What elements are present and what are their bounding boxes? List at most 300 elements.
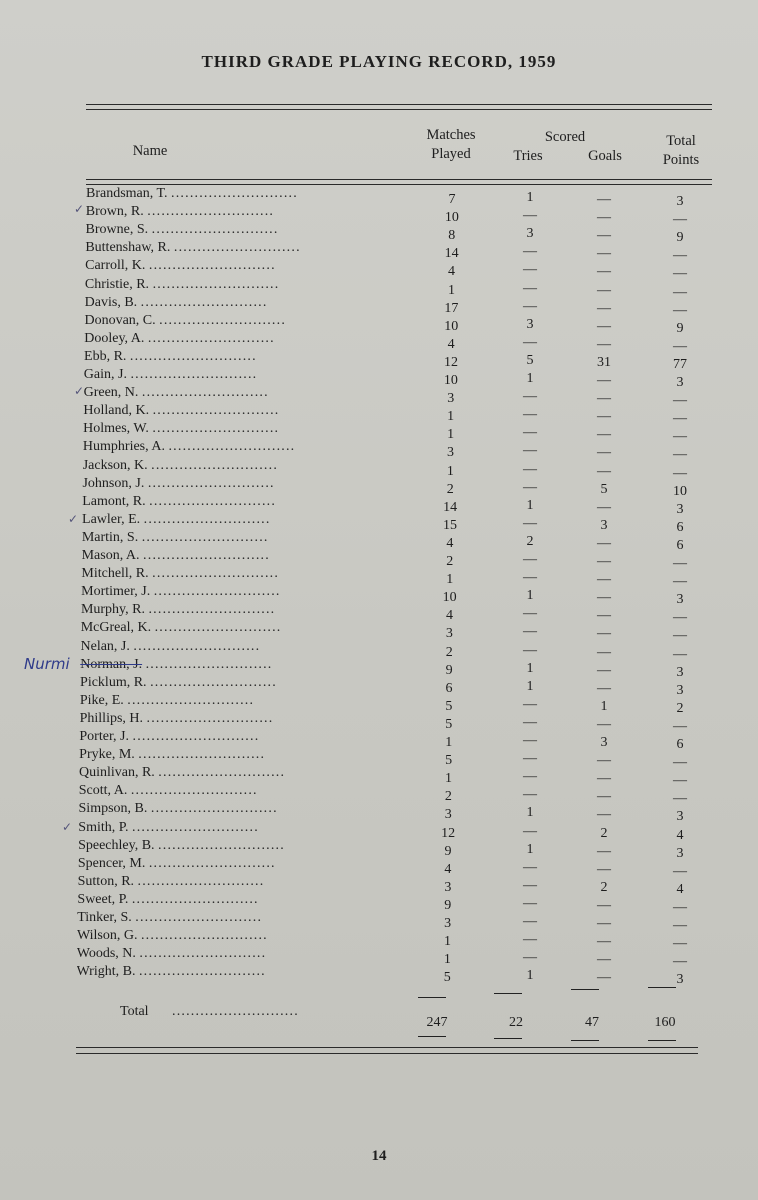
goals-cell: — [597, 445, 611, 461]
leader-dots: ........................... [141, 529, 269, 545]
tries-cell: 1 [526, 841, 534, 857]
table-row [0, 873, 758, 897]
leader-dots: ........................... [171, 186, 298, 201]
total-points-cell: — [673, 646, 687, 662]
matches-played-cell: 4 [445, 608, 453, 624]
header-points: Points [662, 152, 700, 168]
leader-dots: ........................... [127, 692, 255, 708]
leader-dots: ........................... [147, 330, 275, 346]
total-points-cell: — [673, 718, 687, 734]
table-row [0, 548, 758, 571]
tries-cell: — [523, 389, 537, 405]
player-name [79, 783, 379, 799]
player-name-text: Lamont, R. [82, 493, 146, 509]
table-row [0, 837, 758, 861]
player-name [82, 476, 382, 492]
goals-cell: — [597, 300, 611, 316]
matches-played-cell: 1 [446, 463, 454, 479]
player-name-text: Wright, B. [76, 964, 136, 980]
header-top-rule-2 [86, 109, 712, 110]
player-name [78, 856, 378, 872]
leader-dots: ........................... [159, 312, 287, 328]
matches-played-cell: 4 [448, 264, 456, 280]
total-bottom-rule-goals [571, 1040, 599, 1041]
matches-played-cell: 5 [445, 716, 453, 732]
handwritten-annotation: Nurmi [24, 655, 70, 673]
matches-played-cell: 10 [442, 590, 457, 606]
matches-played-cell: 8 [448, 228, 456, 244]
header-top-rule [86, 104, 712, 105]
player-name-text: Ebb, R. [84, 348, 127, 364]
matches-played-cell: 7 [448, 192, 456, 207]
tries-cell: 1 [526, 678, 534, 694]
player-name [81, 639, 381, 655]
page-number: 14 [371, 1148, 387, 1164]
total-points-cell: — [673, 936, 687, 952]
player-name [84, 349, 384, 365]
player-name [81, 566, 381, 582]
tries-cell: — [523, 298, 537, 314]
goals-cell: — [597, 554, 611, 569]
tries-cell: — [523, 552, 537, 567]
total-points-cell: — [673, 899, 687, 915]
goals-cell: 2 [600, 825, 608, 841]
leader-dots: ........................... [148, 602, 276, 618]
matches-played-cell: 1 [443, 952, 451, 968]
total-label: Total [120, 1004, 149, 1019]
leader-dots: ........................... [140, 294, 268, 310]
tries-cell: — [523, 642, 537, 658]
table-row [0, 602, 758, 626]
table-row [0, 276, 758, 300]
header-scored: Scored [544, 129, 586, 145]
total-points-cell: — [673, 465, 687, 481]
matches-played-cell: 1 [446, 572, 454, 588]
total-top-rule-played [418, 997, 446, 998]
goals-cell: — [597, 409, 611, 425]
leader-dots: ........................... [150, 674, 277, 690]
total-points: 160 [654, 1015, 676, 1030]
player-name-text: Quinlivan, R. [78, 765, 155, 781]
tries-cell: — [523, 950, 537, 966]
total-points-cell: 4 [676, 827, 684, 843]
total-points-cell: 4 [676, 881, 684, 897]
total-points-cell: 10 [673, 483, 687, 499]
total-points-cell: 3 [676, 501, 684, 517]
total-points-cell: 3 [676, 682, 684, 698]
matches-played-cell: 3 [444, 879, 452, 895]
leader-dots: ........................... [138, 964, 266, 980]
player-name [85, 295, 385, 311]
tick-mark-icon: ✓ [62, 820, 73, 834]
goals-cell: — [597, 572, 611, 588]
goals-cell: 3 [600, 517, 608, 533]
player-name-text: Gain, J. [83, 367, 127, 382]
leader-dots: ........................... [153, 584, 281, 600]
player-name-text: Martin, S. [81, 529, 139, 545]
player-name [81, 620, 381, 636]
player-name-text: Green, N. [83, 385, 139, 401]
player-name [80, 657, 380, 673]
table-row [0, 367, 758, 390]
goals-cell: — [597, 789, 611, 805]
tries-cell: 3 [526, 316, 534, 332]
total-points-cell: — [673, 773, 687, 789]
matches-played-cell: 3 [444, 807, 452, 823]
goals-cell: 1 [600, 698, 608, 714]
leader-dots: ........................... [130, 367, 258, 382]
leader-dots: ........................... [147, 204, 275, 220]
table-row [0, 584, 758, 608]
tries-cell: — [523, 280, 537, 296]
total-goals: 47 [585, 1015, 599, 1030]
table-row [0, 475, 758, 499]
matches-played-cell: 1 [447, 282, 455, 298]
matches-played-cell: 5 [445, 698, 453, 714]
player-name-text: Sweet, P. [77, 891, 129, 907]
matches-played-cell: 10 [444, 318, 459, 334]
player-name [78, 820, 378, 836]
tries-cell: 1 [526, 968, 534, 984]
goals-cell: — [597, 535, 611, 551]
matches-played-cell: 2 [444, 789, 452, 805]
leader-dots: ........................... [158, 765, 286, 781]
header-bottom-rule [86, 179, 712, 180]
goals-cell: — [597, 499, 611, 515]
goals-cell: — [597, 391, 611, 407]
player-name [82, 530, 382, 546]
player-name-text: Jackson, K. [82, 457, 148, 473]
player-name-text: Humphries, A. [82, 439, 165, 455]
player-name [79, 801, 379, 817]
player-name-text: Lawler, E. [82, 511, 141, 527]
player-name [81, 602, 381, 618]
table-row [0, 620, 758, 644]
table-row [0, 511, 758, 535]
goals-cell: 2 [600, 879, 608, 895]
total-points-cell: — [673, 863, 687, 879]
header-bottom-rule-2 [86, 184, 712, 185]
player-name-text: Brown, R. [85, 204, 144, 220]
player-name [81, 584, 381, 600]
leader-dots: ........................... [152, 566, 280, 582]
goals-cell: — [597, 264, 611, 280]
player-name [77, 928, 377, 944]
player-name [80, 693, 380, 709]
tick-mark-icon: ✓ [68, 512, 79, 526]
goals-cell: — [597, 662, 611, 678]
matches-played-cell: 9 [444, 897, 452, 913]
goals-cell: — [597, 916, 611, 931]
tries-cell: — [523, 914, 537, 929]
matches-played-cell: 3 [445, 626, 453, 642]
total-points-cell: — [673, 302, 687, 318]
player-name [85, 258, 385, 274]
player-name [82, 548, 382, 564]
player-name [82, 512, 382, 528]
tries-cell: — [523, 859, 537, 875]
leader-dots: ........................... [149, 493, 277, 509]
matches-played-cell: 12 [444, 354, 458, 370]
leader-dots: ........................... [132, 729, 260, 744]
matches-played-cell: 5 [445, 753, 453, 769]
total-points-cell: 2 [676, 700, 684, 716]
leader-dots: ........................... [139, 946, 267, 962]
player-name [86, 186, 386, 202]
tick-mark-icon: ✓ [74, 202, 85, 216]
table-row [0, 946, 758, 970]
leader-dots: ........................... [154, 620, 282, 636]
leader-dots: ........................... [158, 837, 285, 853]
total-points-cell: — [673, 411, 687, 427]
table-row [0, 765, 758, 789]
matches-played-cell: 5 [443, 970, 451, 986]
matches-played-cell: 4 [446, 535, 454, 551]
matches-played-cell: 14 [443, 499, 458, 515]
tries-cell: 1 [526, 371, 534, 386]
player-name-text: Tinker, S. [77, 910, 132, 925]
goals-cell: — [597, 246, 611, 262]
leader-dots: ........................... [137, 873, 265, 889]
goals-cell: — [597, 463, 611, 479]
goals-cell: 5 [600, 481, 608, 497]
total-points-cell: — [673, 755, 687, 771]
tries-cell: — [523, 407, 537, 423]
table-row [0, 439, 758, 463]
table-row [0, 566, 758, 590]
goals-cell: — [597, 753, 611, 769]
player-name-text: Pike, E. [79, 692, 124, 708]
total-top-rule-goals [571, 989, 599, 990]
player-name [79, 765, 379, 781]
goals-cell: — [597, 716, 611, 732]
player-name [77, 964, 377, 980]
matches-played-cell: 3 [446, 445, 454, 461]
goals-cell: — [597, 934, 611, 950]
matches-played-cell: 15 [443, 517, 458, 533]
total-bottom-rule-points [648, 1040, 676, 1041]
goals-cell: — [597, 228, 611, 244]
player-name-text: Brandsman, T. [86, 186, 168, 201]
total-points-cell: 77 [673, 356, 687, 372]
player-name [77, 946, 377, 962]
player-name-text: Johnson, J. [82, 475, 145, 491]
header-total: Total [666, 133, 696, 149]
player-name-text: Davis, B. [84, 294, 138, 310]
table-row [0, 457, 758, 481]
tries-cell: — [523, 425, 537, 441]
matches-played-cell: 4 [444, 861, 452, 877]
player-name [78, 838, 378, 854]
header-matches: Matches [426, 127, 476, 143]
tries-cell: — [523, 208, 537, 224]
total-bottom-rule-played [418, 1036, 446, 1037]
table-row [0, 330, 758, 354]
player-name [82, 494, 382, 510]
tries-cell: 1 [526, 588, 534, 604]
player-name-text: Scott, A. [78, 783, 128, 799]
total-points-cell: 3 [676, 664, 684, 680]
tries-cell: 1 [526, 660, 534, 676]
matches-played-cell: 1 [445, 735, 453, 750]
tries-cell: — [523, 895, 537, 911]
leader-dots: ........................... [135, 910, 263, 925]
tries-cell: — [523, 733, 537, 748]
total-points-cell: 3 [676, 375, 684, 390]
table-row [0, 385, 758, 409]
goals-cell: — [597, 644, 611, 660]
table-row [0, 674, 758, 698]
page-title: THIRD GRADE PLAYING RECORD, 1959 [201, 52, 557, 71]
total-bottom-rule-tries [494, 1038, 522, 1039]
player-name-text: Carroll, K. [85, 258, 146, 274]
matches-played-cell: 14 [444, 246, 459, 262]
leader-dots: ........................... [168, 439, 296, 455]
player-name [77, 892, 377, 908]
tries-cell: 3 [526, 226, 534, 242]
goals-cell: — [597, 897, 611, 913]
tries-cell: — [523, 334, 537, 350]
goals-cell: — [597, 861, 611, 877]
leader-dots: ........................... [151, 222, 279, 238]
goals-cell: 31 [597, 354, 611, 370]
player-name [84, 385, 384, 401]
total-points-cell: 3 [676, 845, 684, 861]
player-name [80, 675, 380, 691]
table-row [0, 403, 758, 427]
player-name-text: Nelan, J. [80, 638, 130, 654]
leader-dots: ........................... [132, 819, 259, 835]
table-row [0, 964, 758, 988]
total-values [0, 1015, 758, 1033]
table-row [0, 493, 758, 517]
player-name-text: Christie, R. [84, 276, 150, 292]
total-points-cell: 9 [676, 230, 684, 246]
total-points-cell: — [673, 918, 687, 933]
leader-dots: ........................... [148, 855, 276, 871]
tries-cell: — [523, 932, 537, 948]
total-points-cell: — [673, 248, 687, 264]
leader-dots: ........................... [130, 783, 258, 799]
leader-dots: ........................... [133, 638, 261, 654]
header-goals: Goals [588, 148, 622, 164]
leader-dots: ........................... [146, 710, 274, 726]
goals-cell: — [597, 282, 611, 298]
goals-cell: — [597, 680, 611, 696]
player-name-text: Phillips, H. [79, 710, 144, 726]
player-name [77, 910, 377, 926]
tries-cell: — [523, 877, 537, 893]
leader-dots: ........................... [173, 240, 301, 256]
goals-cell: — [597, 210, 611, 226]
matches-played-cell: 2 [446, 481, 454, 497]
table-row [0, 529, 758, 553]
leader-dots: ........................... [129, 348, 257, 364]
player-name-text: Mitchell, R. [81, 566, 149, 582]
tries-cell: 2 [526, 533, 534, 549]
total-points-cell: — [673, 447, 687, 463]
total-points-cell: 6 [676, 537, 684, 553]
tries-cell: 1 [526, 497, 534, 513]
total-points-cell: — [673, 610, 687, 626]
player-name-text: Holland, K. [83, 403, 150, 419]
player-name-text: McGreal, K. [80, 620, 152, 636]
total-points-cell: 3 [676, 194, 684, 209]
goals-cell: — [597, 336, 611, 352]
matches-played-cell: 9 [444, 843, 452, 859]
footer-rule [76, 1047, 698, 1048]
tries-cell: — [523, 769, 537, 785]
header-tries: Tries [513, 148, 543, 164]
player-name [85, 240, 385, 256]
tries-cell: — [523, 443, 537, 459]
table-row [0, 801, 758, 825]
goals-cell: — [597, 970, 611, 986]
tries-cell: 1 [526, 805, 534, 821]
tries-cell: — [523, 461, 537, 477]
player-name-text: Murphy, R. [80, 602, 145, 618]
leader-dots: ........................... [131, 891, 259, 907]
tick-mark-icon: ✓ [74, 384, 85, 398]
goals-cell: — [597, 771, 611, 787]
table-row [0, 312, 758, 336]
tries-cell: — [523, 479, 537, 495]
total-points-cell: — [673, 791, 687, 807]
table-row [0, 258, 758, 282]
table-row [0, 638, 758, 662]
leader-dots: ........................... [138, 747, 266, 763]
leader-dots: ........................... [152, 421, 280, 437]
player-name [78, 874, 378, 890]
leader-dots: ........................... [152, 403, 280, 419]
goals-cell: — [597, 192, 611, 207]
total-points-cell: — [673, 284, 687, 300]
total-points-cell: 6 [676, 519, 684, 535]
player-name [79, 747, 379, 763]
table-row [0, 186, 758, 209]
player-name-text: Buttenshaw, R. [85, 240, 171, 256]
player-name-text: Speechley, B. [78, 837, 155, 853]
goals-cell: — [597, 373, 611, 388]
total-points-cell: — [673, 266, 687, 282]
matches-played-cell: 17 [444, 300, 459, 316]
player-name-text: Sutton, R. [77, 873, 135, 889]
goals-cell: 3 [600, 735, 608, 750]
total-points-cell: — [673, 429, 687, 445]
total-played: 247 [426, 1015, 448, 1030]
matches-played-cell: 9 [445, 662, 453, 678]
leader-dots: ........................... [148, 258, 276, 274]
goals-cell: — [597, 952, 611, 968]
tries-cell: — [523, 823, 537, 839]
table-row [0, 819, 758, 843]
player-name [79, 729, 379, 745]
total-points-cell: 6 [676, 737, 684, 752]
leader-dots: ........................... [143, 548, 270, 563]
matches-played-cell: 1 [444, 771, 452, 787]
total-points-cell: 9 [676, 320, 684, 336]
player-name-text: Spencer, M. [77, 855, 146, 871]
goals-cell: — [597, 427, 611, 443]
player-name [85, 277, 385, 293]
tries-cell: — [523, 262, 537, 278]
matches-played-cell: 2 [446, 554, 454, 569]
player-name-text: Wilson, G. [76, 928, 138, 944]
leader-dots: ........................... [141, 385, 269, 401]
tries-cell: — [523, 515, 537, 531]
total-top-rule-points [648, 987, 676, 988]
tries-cell: — [523, 787, 537, 803]
